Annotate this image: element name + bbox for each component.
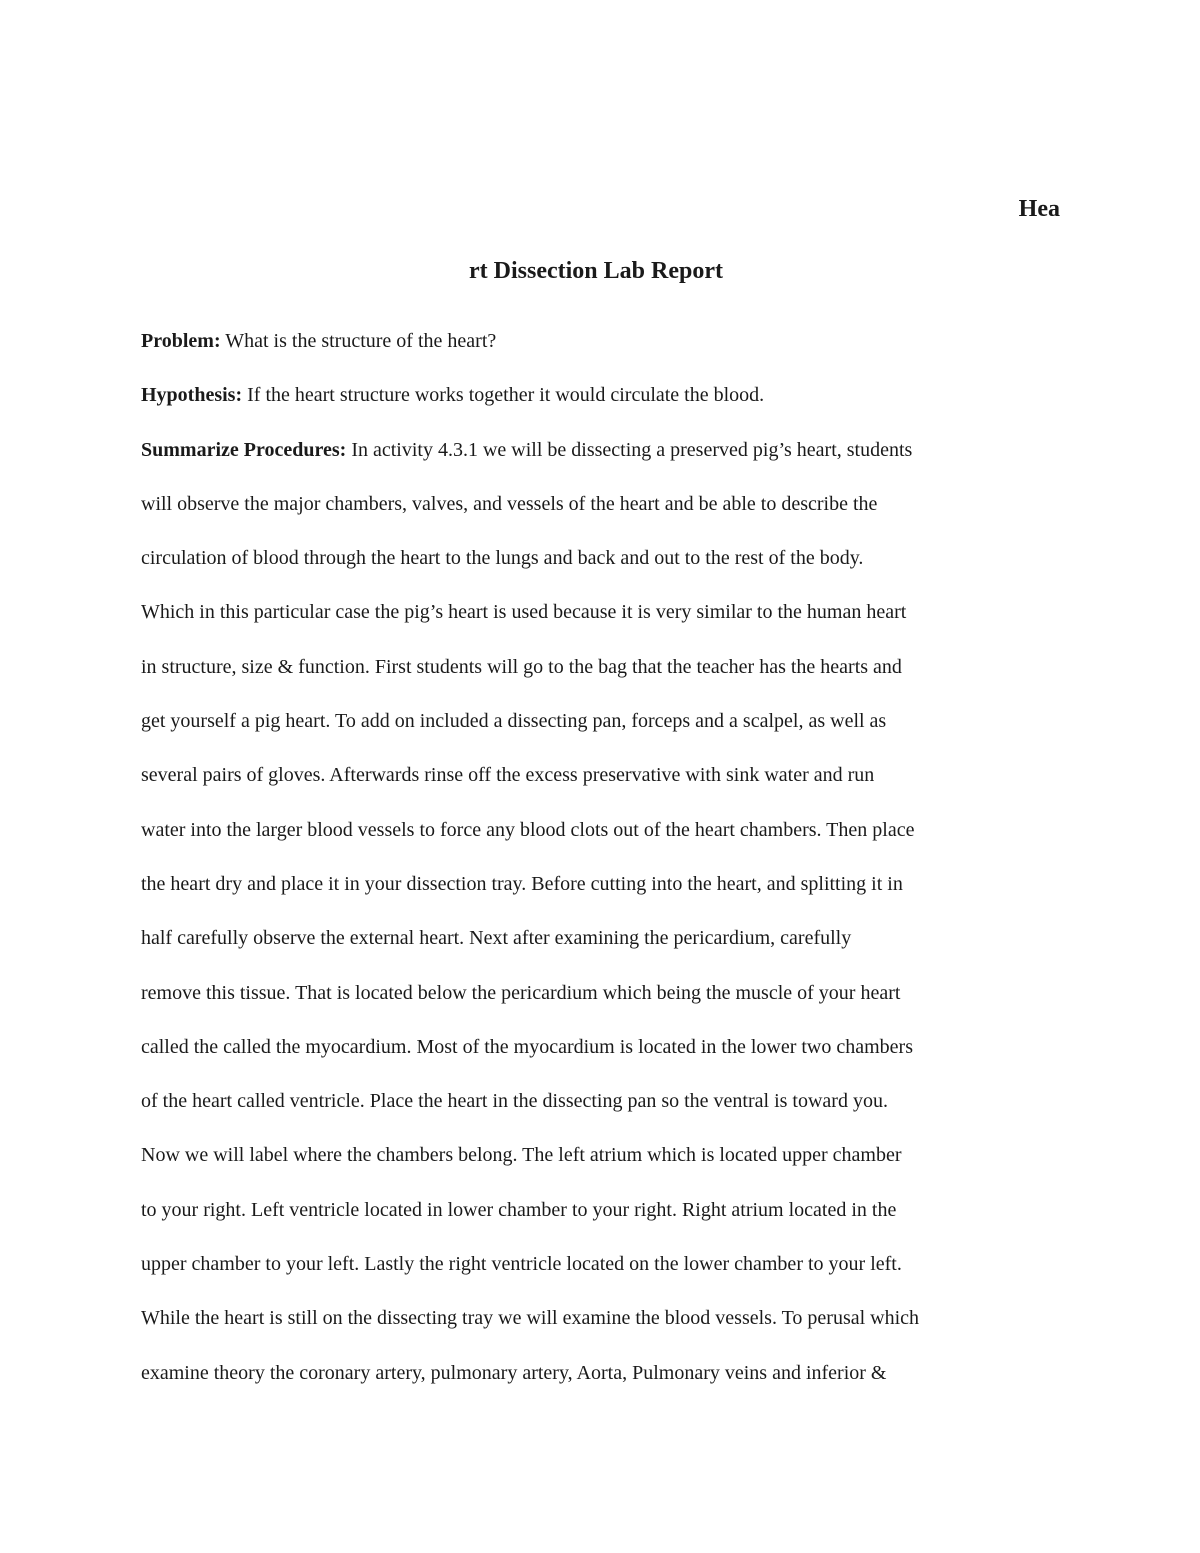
procedures-label: Summarize Procedures: (141, 438, 347, 461)
procedures-line: in structure, size & function. First students will go to the bag that the teacher has the hearts and (141, 655, 902, 678)
procedures-line: several pairs of gloves. Afterwards rinse off the excess preservative with sink water and run (141, 764, 875, 787)
hypothesis-label: Hypothesis: (141, 384, 243, 407)
procedures-first-line (141, 423, 1071, 477)
hypothesis-text: If the heart structure works together it would circulate the blood. (247, 384, 765, 407)
procedures-line: the heart dry and place it in your dissection tray. Before cutting into the heart, and splitting it in (141, 872, 903, 895)
problem-paragraph (141, 314, 1071, 368)
procedures-line: to your right. Left ventricle located in lower chamber to your right. Right atrium located in the (141, 1198, 897, 1221)
report-body (141, 314, 1071, 1400)
header-fragment: Hea (1018, 196, 1060, 222)
problem-label: Problem: (141, 330, 221, 352)
procedures-line: examine theory the coronary artery, pulmonary artery, Aorta, Pulmonary veins and inferior & (141, 1361, 887, 1384)
procedures-line: remove this tissue. That is located below the pericardium which being the muscle of your heart (141, 981, 901, 1004)
procedures-line: called the called the myocardium. Most of the myocardium is located in the lower two chambers (141, 1035, 913, 1058)
procedures-line: get yourself a pig heart. To add on included a dissecting pan, forceps and a scalpel, as well as (141, 710, 887, 733)
procedures-line: Which in this particular case the pig’s heart is used because it is very similar to the human heart (141, 601, 907, 624)
procedures-line: upper chamber to your left. Lastly the right ventricle located on the lower chamber to your left. (141, 1253, 902, 1276)
procedures-line: will observe the major chambers, valves, and vessels of the heart and be able to describe the (141, 492, 878, 515)
hypothesis-paragraph (141, 368, 1071, 422)
procedures-line: of the heart called ventricle. Place the heart in the dissecting pan so the ventral is toward you. (141, 1090, 888, 1113)
procedures-line: While the heart is still on the dissecting tray we will examine the blood vessels. To perusal which (141, 1307, 920, 1330)
procedures-line: circulation of blood through the heart to the lungs and back and out to the rest of the body. (141, 547, 864, 570)
page-title: rt Dissection Lab Report (469, 258, 723, 284)
procedures-line: half carefully observe the external heart. Next after examining the pericardium, carefully (141, 927, 852, 950)
procedures-first-line-text: In activity 4.3.1 we will be dissecting a preserved pig’s heart, students (351, 438, 913, 461)
procedures-line: Now we will label where the chambers belong. The left atrium which is located upper chamber (141, 1144, 902, 1167)
problem-text: What is the structure of the heart? (225, 330, 497, 352)
procedures-line: water into the larger blood vessels to force any blood clots out of the heart chambers. Then place (141, 818, 915, 841)
